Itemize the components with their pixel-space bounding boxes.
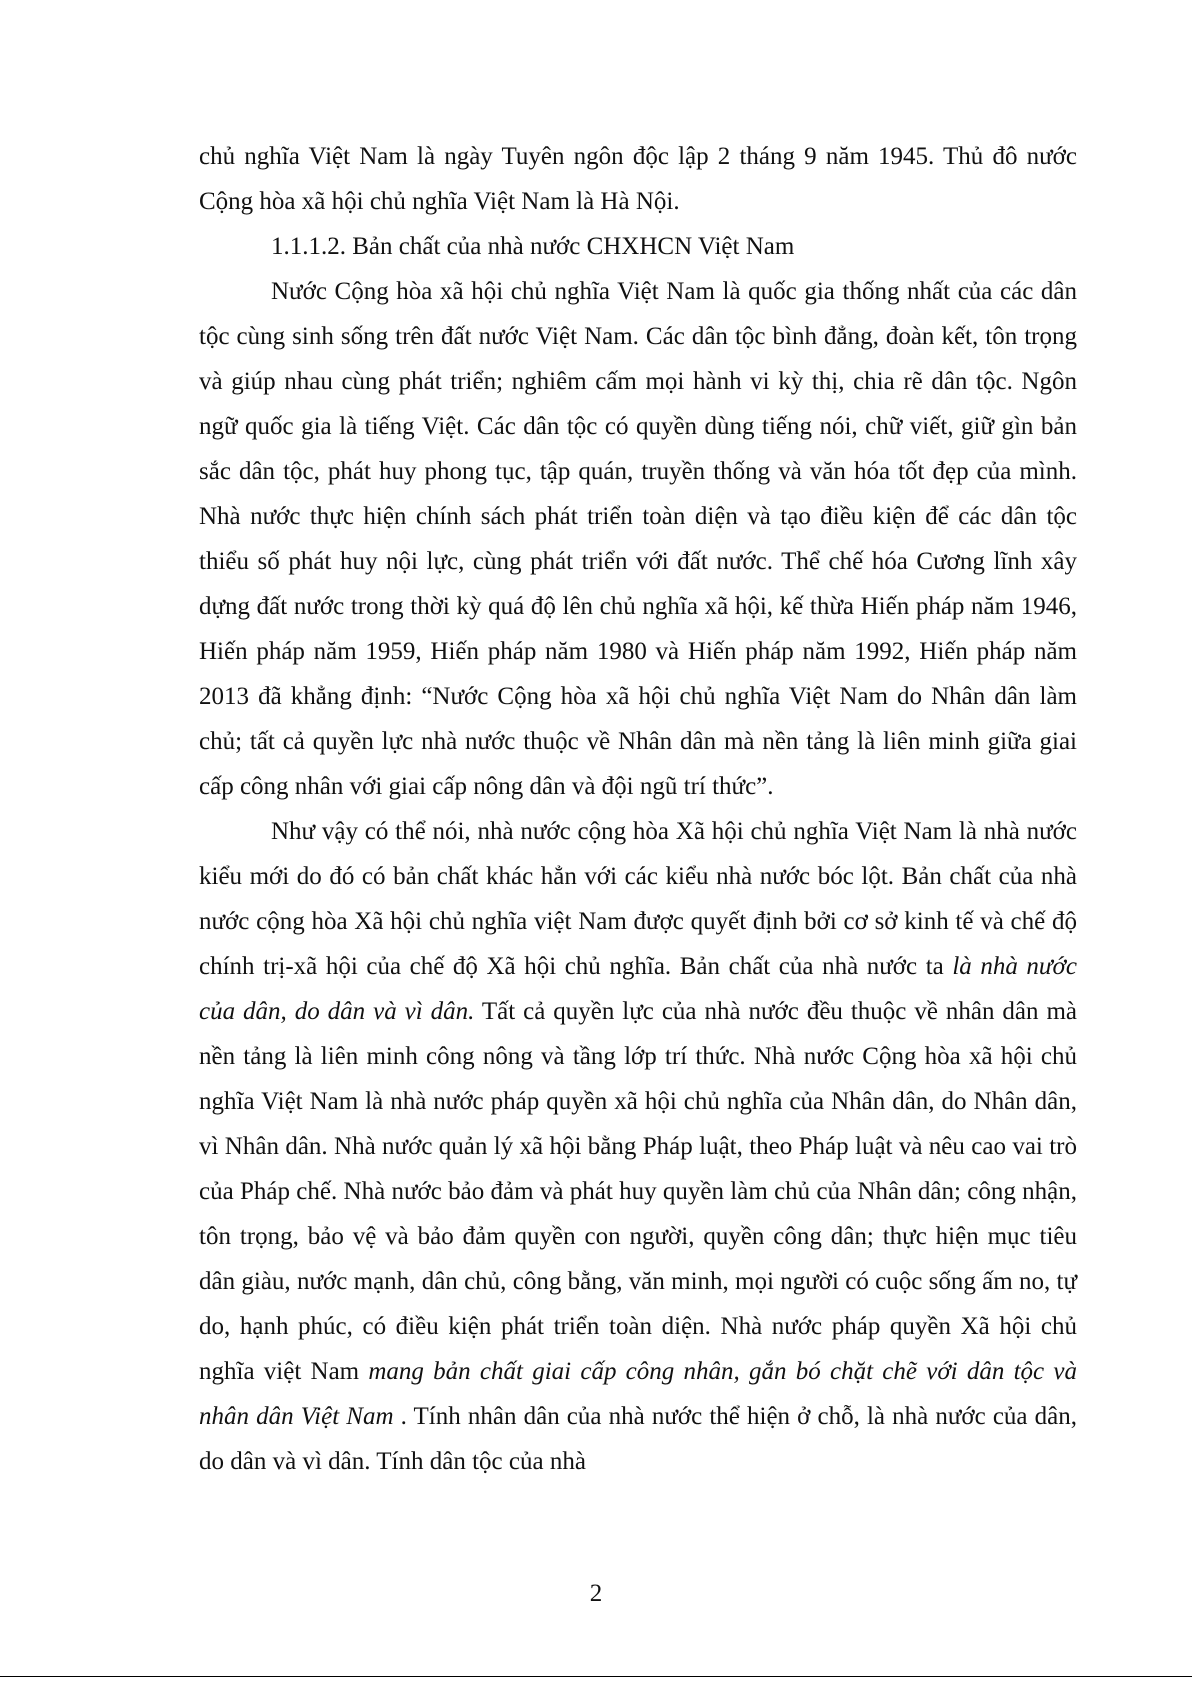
continuation-paragraph: chủ nghĩa Việt Nam là ngày Tuyên ngôn độc lập 2 tháng 9 năm 1945. Thủ đô nước Cộng hòa xã hội chủ nghĩa Việt Nam là Hà Nội. xyxy=(199,143,1077,215)
page-bottom-edge xyxy=(0,1676,1192,1677)
paragraph-essence xyxy=(199,809,1077,1484)
paragraph-essence-text-1: Như vậy có thể nói, nhà nước cộng hòa Xã hội chủ nghĩa Việt Nam là nhà nước kiểu mới do đó có bản chất khác hẳn với các kiểu nhà nước bóc lột. Bản chất của nhà nước cộng hòa Xã hội chủ nghĩa việt Nam được quyết định bởi cơ sở kinh tế và chế độ chính trị-xã hội của chế độ Xã hội chủ nghĩa. Bản chất của nhà nước ta xyxy=(199,818,1077,980)
paragraph-nature-of-state: Nước Cộng hòa xã hội chủ nghĩa Việt Nam là quốc gia thống nhất của các dân tộc cùng sinh sống trên đất nước Việt Nam. Các dân tộc bình đẳng, đoàn kết, tôn trọng và giúp nhau cùng phát triển; nghiêm cấm mọi hành vi kỳ thị, chia rẽ dân tộc. Ngôn ngữ quốc gia là tiếng Việt. Các dân tộc có quyền dùng tiếng nói, chữ viết, giữ gìn bản sắc dân tộc, phát huy phong tục, tập quán, truyền thống và văn hóa tốt đẹp của mình. Nhà nước thực hiện chính sách phát triển toàn diện và tạo điều kiện để các dân tộc thiểu số phát huy nội lực, cùng phát triển với đất nước. Thể chế hóa Cương lĩnh xây dựng đất nước trong thời kỳ quá độ lên chủ nghĩa xã hội, kế thừa Hiến pháp năm 1946, Hiến pháp năm 1959, Hiến pháp năm 1980 và Hiến pháp năm 1992, Hiến pháp năm 2013 đã khẳng định: “Nước Cộng hòa xã hội chủ nghĩa Việt Nam do Nhân dân làm chủ; tất cả quyền lực nhà nước thuộc về Nhân dân mà nền tảng là liên minh giữa giai cấp công nhân với giai cấp nông dân và đội ngũ trí thức”. xyxy=(199,278,1077,800)
body-text xyxy=(199,134,1077,1484)
page-number: 2 xyxy=(589,1580,603,1607)
paragraph-essence-text-3: . Tính nhân dân của nhà nước thể hiện ở chỗ, là nhà nước của dân, do dân và vì dân. Tính dân tộc của nhà xyxy=(199,1403,1077,1475)
paragraph-essence-text-2: Tất cả quyền lực của nhà nước đều thuộc về nhân dân mà nền tảng là liên minh công nông và tầng lớp trí thức. Nhà nước Cộng hòa xã hội chủ nghĩa Việt Nam là nhà nước pháp quyền xã hội chủ nghĩa của Nhân dân, do Nhân dân, vì Nhân dân. Nhà nước quản lý xã hội bằng Pháp luật, theo Pháp luật và nêu cao vai trò của Pháp chế. Nhà nước bảo đảm và phát huy quyền làm chủ của Nhân dân; công nhận, tôn trọng, bảo vệ và bảo đảm quyền con người, quyền công dân; thực hiện mục tiêu dân giàu, nước mạnh, dân chủ, công bằng, văn minh, mọi người có cuộc sống ấm no, tự do, hạnh phúc, có điều kiện phát triển toàn diện. Nhà nước pháp quyền Xã hội chủ nghĩa việt Nam xyxy=(199,998,1077,1385)
italic-phrase-working-class: mang bản chất giai cấp công nhân, gắn bó chặt chẽ với dân tộc và nhân dân Việt Nam xyxy=(199,1358,1077,1430)
italic-phrase-of-the-people: là nhà nước của dân, do dân và vì dân. xyxy=(199,953,1077,1025)
section-heading: 1.1.1.2. Bản chất của nhà nước CHXHCN Việt Nam xyxy=(271,233,795,260)
